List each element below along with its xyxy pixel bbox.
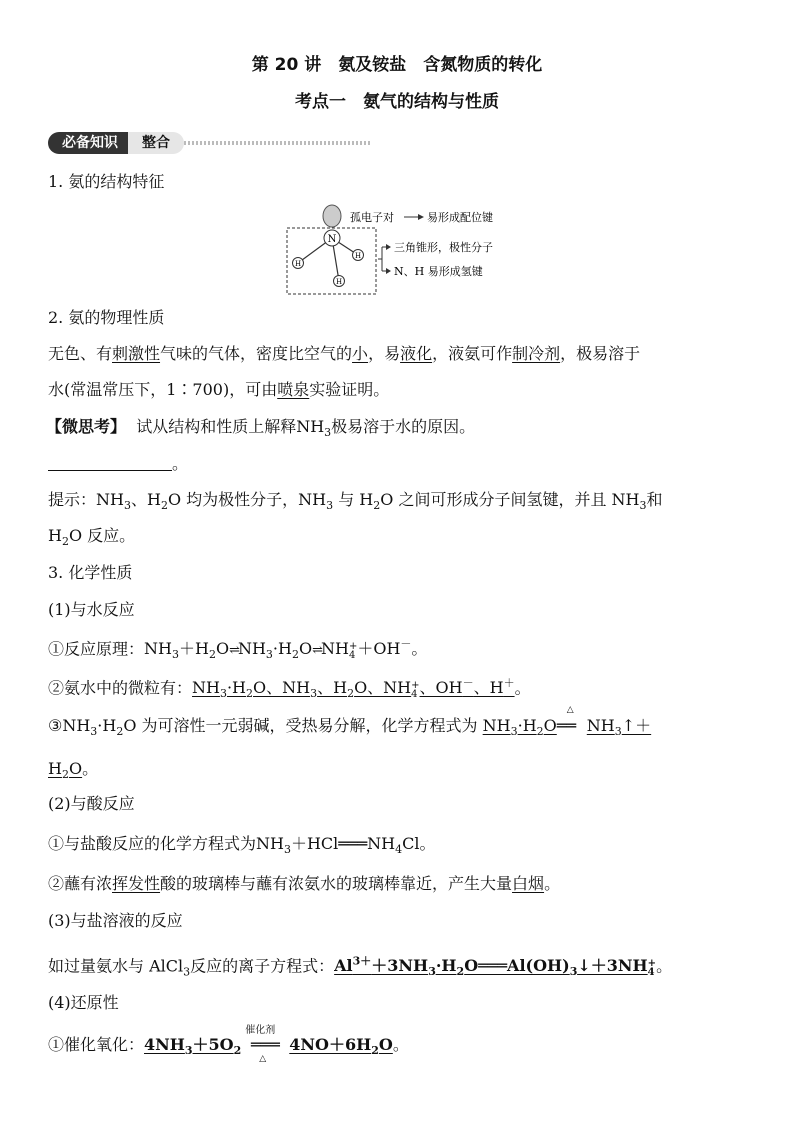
sub-salt: (3)与盐溶液的反应 (48, 911, 183, 930)
text: ，液氨可作 (432, 344, 513, 363)
lone-pair-result: 易形成配位键 (427, 211, 493, 224)
heading-structure: 1. 氨的结构特征 (48, 172, 165, 191)
heading-physical: 2. 氨的物理性质 (48, 308, 165, 327)
hydrogen-label: H (354, 252, 362, 260)
hint-line1: 提示：$NH_3$、$H_2O$ 均为极性分子，$NH_3$ 与 $H_2O$ 之间可形成分子间氢键，并且 $NH_3$和 (48, 490, 663, 513)
text: 水(常温常压下，1∶700)，可由 (48, 380, 278, 399)
hbond-label: N、H 易形成氢键 (394, 265, 483, 278)
text: ①催化氧化： (48, 1035, 145, 1054)
text: O 均为极性分子，NH (167, 490, 327, 509)
answer: $4NH_3+5O_2$ 催化剂 ═══ △ $4NO+6H_2O$ (144, 1035, 393, 1054)
text: ，易 (368, 344, 401, 363)
answer-blank-line (48, 452, 188, 476)
decomposition-line1: $③NH_3\cdot H_2O$ 为可溶性一元弱碱，受热易分解，化学方程式为 $NH_3\cdot H_2O$ △ ══ $NH_3↑+$ (48, 714, 651, 744)
ammonia-structure-diagram (286, 201, 516, 296)
text: ②氨水中的微粒有： (48, 678, 193, 698)
hydrogen-label: H (335, 278, 343, 286)
decomposition-line2: $H_2O$。 (48, 759, 99, 782)
lone-pair-label: 孤电子对 (350, 211, 394, 224)
text: ①与盐酸反应的化学方程式为NH (48, 834, 284, 853)
acid-reaction-1: ①与盐酸反应的化学方程式为$NH_3+HCl═══NH_4Cl$。 (48, 834, 436, 857)
answer: $NH_3\cdot H_2O$ △ ══ $NH_3↑+$ (483, 716, 652, 735)
answer: 小 (352, 344, 369, 363)
think-question: 【微思考】 试从结构和性质上解释$NH_3$极易溶于水的原因。 (46, 417, 476, 440)
text: ②蘸有浓 (48, 874, 113, 893)
text: ③NH (48, 716, 91, 735)
heading-chemical: 3. 化学性质 (48, 563, 133, 582)
text: 实验证明。 (309, 380, 390, 399)
delta-symbol: △ (259, 1054, 267, 1064)
answer: 刺激性 (112, 344, 161, 363)
text: 试从结构和性质上解释NH (136, 417, 325, 436)
text: H (48, 526, 62, 545)
catalytic-oxidation: ①催化氧化：$4NH_3+5O_2$ 催化剂 ═══ △ $4NO+6H_2O$。 (48, 1033, 409, 1063)
sub-acid: (2)与酸反应 (48, 794, 135, 813)
acid-reaction-2 (48, 872, 560, 896)
text: 无色、有 (48, 344, 113, 363)
text: ①反应原理： (48, 639, 145, 659)
answer: 液化 (400, 344, 433, 363)
badge-right: 整合 (128, 132, 184, 154)
ammonia-water-species: ②氨水中的微粒有：$NH_3\cdot H_2O$、$NH_3$、$H_2O$、NH+ 4 、OH－、H＋。 (48, 677, 531, 701)
catalyst-label: 催化剂 (245, 1025, 276, 1036)
section-title: 考点一 氨气的结构与性质 (295, 92, 499, 112)
text: 和 (646, 490, 663, 509)
delta-symbol: △ (566, 705, 574, 715)
text: 提示：NH (48, 490, 124, 509)
text: O 反应。 (68, 526, 136, 545)
reaction-principle (48, 633, 427, 668)
answer: 喷泉 (277, 380, 310, 399)
dotted-rule (184, 141, 370, 145)
text: ，极易溶于 (560, 344, 641, 363)
answer: 制冷剂 (512, 344, 561, 363)
page-title: 第 20 讲 氨及铵盐 含氮物质的转化 (251, 55, 543, 75)
text: 。 (544, 874, 561, 893)
text: 反应的离子方程式： (190, 956, 335, 976)
nitrogen-label: N (327, 234, 337, 245)
answer: $NH_3\cdot H_2O$、$NH_3$、$H_2O$、NH+ 4 、OH－、H＋ (192, 677, 515, 701)
text: 、H (130, 490, 161, 509)
text: 极易溶于水的原因。 (331, 417, 476, 436)
text: 酸的玻璃棒与蘸有浓氨水的玻璃棒靠近，产生大量 (160, 874, 513, 893)
lone-pair-orbital (323, 205, 341, 227)
physical-paragraph-line1 (48, 342, 640, 366)
text: O 为可溶性一元弱碱，受热易分解，化学方程式为 (123, 716, 478, 735)
text: O 之间可形成分子间氢键，并且 NH (380, 490, 640, 509)
physical-paragraph-line2 (48, 378, 389, 402)
answer-blank[interactable] (48, 452, 172, 471)
hint-line2: $H_2O$ 反应。 (48, 526, 136, 549)
text: 与 H (338, 490, 374, 509)
sub-water: (1)与水反应 (48, 600, 135, 619)
equation: $NH_3+H_2O\rightleftharpoons NH_3\cdot H_2O\rightleftharpoons NH+$ 4 ＋OH－。 (144, 638, 428, 662)
answer: 挥发性 (112, 874, 161, 893)
text: 如过量氨水与 AlCl (48, 956, 184, 976)
hydrogen-label: H (294, 260, 302, 268)
text: ·H (97, 716, 117, 735)
answer: 白烟 (512, 874, 545, 893)
text: 气味的气体，密度比空气的 (160, 344, 353, 363)
salt-reaction: 如过量氨水与 AlCl$_3$反应的离子方程式：$Al^{3+}+3NH_3\cdot H_2O═══Al(OH)_3↓+3NH+$ 4。 (48, 955, 673, 979)
answer: $H_2O$ (48, 759, 83, 782)
sub-reducing: (4)还原性 (48, 993, 119, 1012)
answer: $Al^{3+}+3NH_3\cdot H_2O═══Al(OH)_3↓+3NH+$ 4 (334, 955, 657, 979)
text: 。 (172, 454, 189, 473)
think-label: 【微思考】 (46, 417, 127, 436)
shape-label: 三角锥形，极性分子 (394, 241, 493, 254)
badge-left: 必备知识 (48, 132, 132, 154)
